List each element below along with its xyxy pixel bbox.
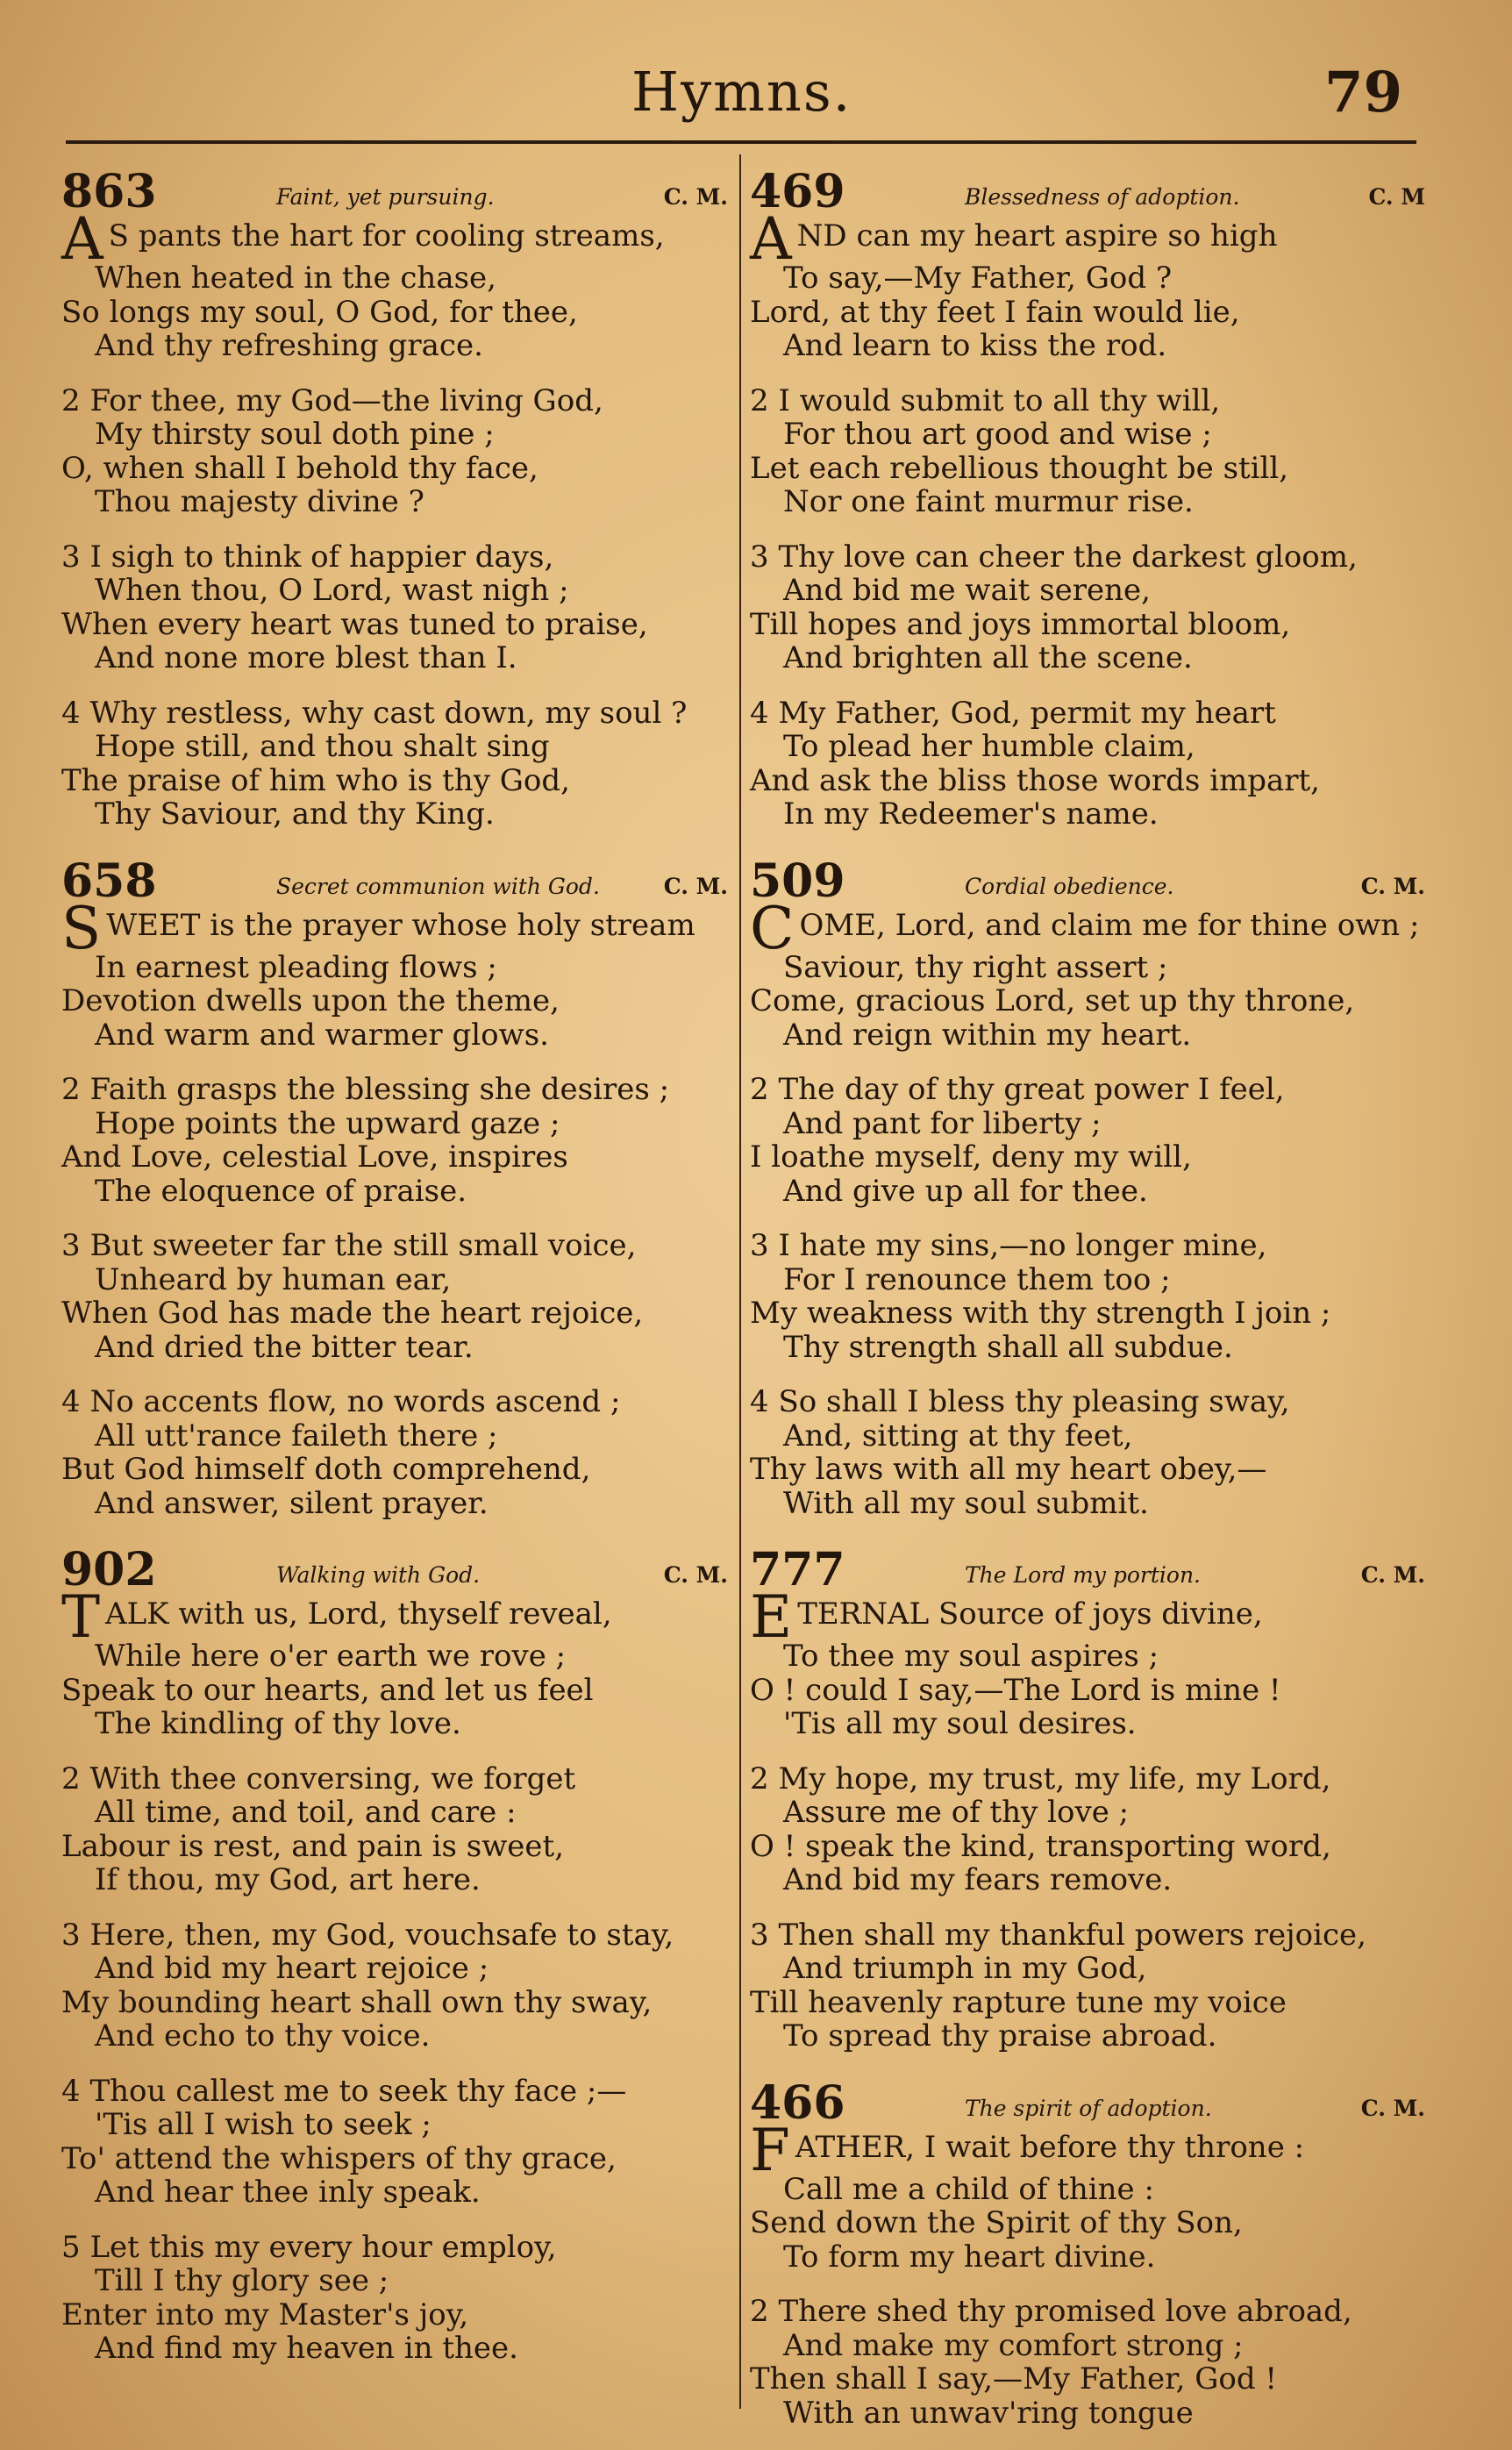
verse-line: 4 So shall I bless thy pleasing sway, xyxy=(750,1384,1290,1419)
verse-line: Then shall I say,—My Father, God ! xyxy=(750,2361,1278,2396)
verse-line: To plead her humble claim, xyxy=(783,729,1195,764)
first-line-text: ALK with us, Lord, thyself reveal, xyxy=(105,1596,612,1632)
verse-line: The eloquence of praise. xyxy=(95,1173,467,1209)
hymn-meter: C. M. xyxy=(1360,1562,1425,1588)
stanza xyxy=(750,1385,1425,1520)
first-line-text: OME, Lord, and claim me for thine own ; xyxy=(799,907,1420,943)
verse-line: 3 I sigh to think of happier days, xyxy=(61,539,554,575)
verse-line: Hope still, and thou shalt sing xyxy=(95,729,550,764)
stanza xyxy=(61,696,728,832)
verse-line: Hope points the upward gaze ; xyxy=(95,1105,560,1141)
verse-line: I loathe myself, deny my will, xyxy=(750,1139,1192,1175)
hymn-number: 902 xyxy=(61,1543,157,1596)
hymn xyxy=(750,854,1425,1521)
hymn xyxy=(750,1543,1425,2054)
verse-line: Labour is rest, and pain is sweet, xyxy=(61,1828,565,1864)
first-line-text: TERNAL Source of joys divine, xyxy=(797,1596,1263,1632)
hymn-heading xyxy=(61,854,728,908)
verse-line: And bid my heart rejoice ; xyxy=(95,1951,489,1986)
drop-cap: S xyxy=(61,894,102,962)
stanza xyxy=(750,2116,1425,2275)
verse-line: And ask the bliss those words impart, xyxy=(750,762,1320,798)
first-line xyxy=(750,1583,1425,1651)
stanza xyxy=(750,540,1425,675)
drop-cap: E xyxy=(750,1583,793,1651)
verse-line: 3 Then shall my thankful powers rejoice, xyxy=(750,1917,1366,1953)
hymn-number: 658 xyxy=(61,854,157,908)
verse-line: 2 I would submit to all thy will, xyxy=(750,382,1221,418)
verse-line: And learn to kiss the rod. xyxy=(783,328,1167,363)
verse-line: All utt'rance faileth there ; xyxy=(95,1418,498,1454)
running-title: Hymns. xyxy=(631,60,852,124)
first-line-text: ATHER, I wait before thy throne : xyxy=(795,2129,1305,2165)
verse-line: And echo to thy voice. xyxy=(95,2018,431,2054)
stanza xyxy=(61,1073,728,1208)
verse-line: And triumph in my God, xyxy=(783,1951,1147,1986)
verse-line: The kindling of thy love. xyxy=(95,1706,461,1741)
first-line xyxy=(61,205,728,273)
verse-line: When heated in the chase, xyxy=(95,261,496,296)
stanza xyxy=(61,205,728,363)
verse-line: In earnest pleading flows ; xyxy=(95,949,497,985)
verse-line: My thirsty soul doth pine ; xyxy=(95,417,495,452)
verse-line: And give up all for thee. xyxy=(783,1173,1148,1209)
verse-line: With all my soul submit. xyxy=(783,1485,1149,1521)
verse-line: 5 Let this my every hour employ, xyxy=(61,2229,557,2265)
first-line-text: ND can my heart aspire so high xyxy=(796,218,1278,254)
verse-line: Assure me of thy love ; xyxy=(783,1795,1130,1830)
verse-line: Devotion dwells upon the theme, xyxy=(61,983,560,1018)
hymn-heading xyxy=(750,854,1425,908)
verse-line: For I renounce them too ; xyxy=(783,1261,1171,1297)
hymn-title: Secret communion with God. xyxy=(276,873,600,899)
hymn-meter: C. M. xyxy=(663,1562,728,1588)
hymn xyxy=(750,165,1425,832)
first-line xyxy=(61,1583,728,1651)
stanza xyxy=(61,1918,728,2054)
page-number: 79 xyxy=(1324,60,1403,125)
verse-line: Send down the Spirit of thy Son, xyxy=(750,2205,1243,2240)
verse-line: 'Tis all I wish to seek ; xyxy=(95,2107,431,2142)
stanza xyxy=(61,1385,728,1520)
verse-line: Thou majesty divine ? xyxy=(95,484,424,519)
stanza xyxy=(61,2075,728,2210)
stanza xyxy=(61,894,728,1053)
verse-line: And thy refreshing grace. xyxy=(95,328,483,363)
verse-line: 2 My hope, my trust, my life, my Lord, xyxy=(750,1761,1331,1796)
verse-line: The praise of him who is thy God, xyxy=(61,762,570,798)
verse-line: To form my heart divine. xyxy=(783,2239,1156,2275)
verse-line: And brighten all the scene. xyxy=(783,640,1193,675)
verse-line: Till heavenly rapture tune my voice xyxy=(750,1984,1287,2020)
verse-line: 3 Thy love can cheer the darkest gloom, xyxy=(750,539,1358,575)
verse-line: Thy strength shall all subdue. xyxy=(783,1329,1233,1365)
verse-line: To say,—My Father, God ? xyxy=(783,261,1173,296)
verse-line: To spread thy praise abroad. xyxy=(783,2018,1217,2054)
verse-line: And, sitting at thy feet, xyxy=(783,1418,1133,1454)
verse-line: 2 The day of thy great power I feel, xyxy=(750,1072,1285,1107)
stanza xyxy=(750,696,1425,832)
verse-line: 2 For thee, my God—the living God, xyxy=(61,382,603,418)
stanza xyxy=(61,384,728,519)
verse-line: My bounding heart shall own thy sway, xyxy=(61,1984,653,2020)
verse-line: Let each rebellious thought be still, xyxy=(750,450,1289,486)
hymn xyxy=(61,165,728,832)
stanza xyxy=(750,384,1425,519)
verse-line: 2 There shed thy promised love abroad, xyxy=(750,2294,1352,2329)
first-line-text: WEET is the prayer whose holy stream xyxy=(106,907,695,943)
hymn-title: The Lord my portion. xyxy=(965,1562,1201,1588)
page-header xyxy=(0,60,1512,130)
verse-line: And reign within my heart. xyxy=(783,1017,1192,1053)
hymn-number: 469 xyxy=(750,165,845,218)
first-line xyxy=(61,894,728,962)
first-line-text: S pants the hart for cooling streams, xyxy=(108,218,665,254)
hymn-number: 863 xyxy=(61,165,157,218)
stanza xyxy=(61,2231,728,2366)
stanza xyxy=(750,2295,1425,2430)
verse-line: In my Redeemer's name. xyxy=(783,796,1159,832)
first-line xyxy=(750,2116,1425,2184)
verse-line: When thou, O Lord, wast nigh ; xyxy=(95,573,569,608)
verse-line: With an unwav'ring tongue xyxy=(783,2395,1194,2431)
stanza xyxy=(61,1583,728,1741)
verse-line: So longs my soul, O God, for thee, xyxy=(61,294,578,330)
drop-cap: T xyxy=(61,1583,101,1651)
verse-line: Come, gracious Lord, set up thy throne, xyxy=(750,983,1355,1018)
header-rule xyxy=(66,140,1416,144)
drop-cap: A xyxy=(750,205,792,273)
verse-line: Speak to our hearts, and let us feel xyxy=(61,1672,594,1708)
verse-line: To' attend the whispers of thy grace, xyxy=(61,2140,617,2176)
hymn-heading xyxy=(750,2075,1425,2130)
drop-cap: C xyxy=(750,894,795,962)
hymn-title: The spirit of adoption. xyxy=(965,2095,1212,2121)
verse-line: And answer, silent prayer. xyxy=(95,1485,489,1521)
verse-line: O ! speak the kind, transporting word, xyxy=(750,1828,1331,1864)
hymn-heading xyxy=(61,165,728,218)
verse-line: To thee my soul aspires ; xyxy=(783,1639,1159,1674)
verse-line: Lord, at thy feet I fain would lie, xyxy=(750,294,1240,330)
hymn xyxy=(61,854,728,1521)
column-divider xyxy=(739,154,741,2409)
hymn-title: Blessedness of adoption. xyxy=(965,184,1240,210)
verse-line: And find my heaven in thee. xyxy=(95,2331,518,2366)
hymn-meter: C. M xyxy=(1368,184,1425,210)
verse-line: For thou art good and wise ; xyxy=(783,417,1212,452)
verse-line: Thy laws with all my heart obey,— xyxy=(750,1452,1267,1487)
verse-line: And make my comfort strong ; xyxy=(783,2327,1244,2363)
verse-line: When God has made the heart rejoice, xyxy=(61,1296,644,1331)
verse-line: And pant for liberty ; xyxy=(783,1105,1102,1141)
first-line xyxy=(750,205,1425,273)
stanza xyxy=(750,1918,1425,2054)
stanza xyxy=(750,1229,1425,1364)
verse-line: 2 With thee conversing, we forget xyxy=(61,1761,576,1796)
hymn-heading xyxy=(750,165,1425,218)
verse-line: 4 My Father, God, permit my heart xyxy=(750,695,1276,731)
stanza xyxy=(750,1583,1425,1741)
verse-line: 2 Faith grasps the blessing she desires ; xyxy=(61,1072,670,1107)
verse-line: 4 No accents flow, no words ascend ; xyxy=(61,1384,621,1419)
verse-line: If thou, my God, art here. xyxy=(95,1862,481,1897)
verse-line: 3 But sweeter far the still small voice, xyxy=(61,1228,637,1263)
first-line xyxy=(750,894,1425,962)
hymn-title: Walking with God. xyxy=(276,1562,481,1588)
verse-line: 'Tis all my soul desires. xyxy=(783,1706,1137,1741)
verse-line: O, when shall I behold thy face, xyxy=(61,450,538,486)
hymn-number: 777 xyxy=(750,1543,845,1596)
stanza xyxy=(750,1073,1425,1208)
verse-line: And bid my fears remove. xyxy=(783,1862,1173,1897)
verse-line: While here o'er earth we rove ; xyxy=(95,1639,567,1674)
verse-line: All time, and toil, and care : xyxy=(95,1795,517,1830)
stanza xyxy=(750,1762,1425,1897)
verse-line: 4 Thou callest me to seek thy face ;— xyxy=(61,2073,627,2109)
verse-line: And none more blest than I. xyxy=(95,640,517,675)
left-column xyxy=(61,165,728,2392)
drop-cap: A xyxy=(61,205,103,273)
verse-line: Call me a child of thine : xyxy=(783,2171,1154,2207)
verse-line: And warm and warmer glows. xyxy=(95,1017,549,1053)
verse-line: Unheard by human ear, xyxy=(95,1261,452,1297)
drop-cap: F xyxy=(750,2116,790,2184)
verse-line: And bid me wait serene, xyxy=(783,573,1151,608)
hymn-meter: C. M. xyxy=(1360,2095,1425,2121)
right-column xyxy=(750,165,1425,2450)
hymn-meter: C. M. xyxy=(663,184,728,210)
hymn-title: Cordial obedience. xyxy=(965,873,1174,899)
hymn-heading xyxy=(61,1543,728,1596)
verse-line: But God himself doth comprehend, xyxy=(61,1452,591,1487)
verse-line: Enter into my Master's joy, xyxy=(61,2296,469,2332)
verse-line: Till hopes and joys immortal bloom, xyxy=(750,606,1291,642)
hymn-meter: C. M. xyxy=(663,873,728,899)
hymn xyxy=(61,1543,728,2366)
verse-line: And dried the bitter tear. xyxy=(95,1329,474,1365)
stanza xyxy=(61,1762,728,1897)
verse-line: O ! could I say,—The Lord is mine ! xyxy=(750,1672,1281,1708)
verse-line: When every heart was tuned to praise, xyxy=(61,606,648,642)
hymn-number: 509 xyxy=(750,854,845,908)
verse-line: My weakness with thy strength I join ; xyxy=(750,1296,1331,1331)
hymn-heading xyxy=(750,1543,1425,1596)
hymn-meter: C. M. xyxy=(1360,873,1425,899)
verse-line: And Love, celestial Love, inspires xyxy=(61,1139,568,1175)
hymn-title: Faint, yet pursuing. xyxy=(276,184,495,210)
hymn xyxy=(750,2075,1425,2431)
hymn-number: 466 xyxy=(750,2075,845,2130)
verse-line: Till I thy glory see ; xyxy=(95,2263,389,2298)
verse-line: 4 Why restless, why cast down, my soul ? xyxy=(61,695,688,731)
verse-line: 3 Here, then, my God, vouchsafe to stay, xyxy=(61,1917,674,1953)
stanza xyxy=(750,205,1425,363)
verse-line: And hear thee inly speak. xyxy=(95,2175,481,2210)
stanza xyxy=(61,540,728,675)
stanza xyxy=(750,894,1425,1053)
verse-line: Saviour, thy right assert ; xyxy=(783,949,1168,985)
verse-line: Thy Saviour, and thy King. xyxy=(95,796,495,832)
stanza xyxy=(61,1229,728,1364)
verse-line: 3 I hate my sins,—no longer mine, xyxy=(750,1228,1267,1263)
verse-line: Nor one faint murmur rise. xyxy=(783,484,1194,519)
